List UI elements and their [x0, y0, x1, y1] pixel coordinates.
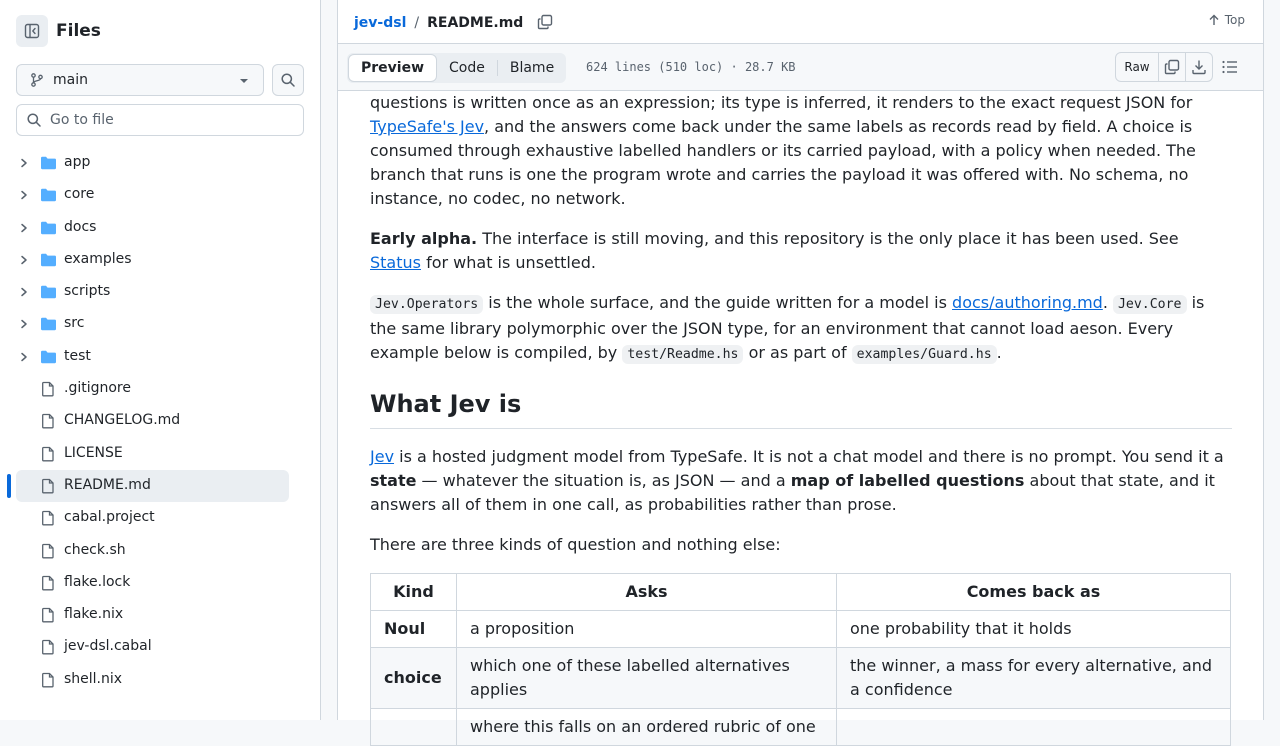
chevron-right-icon[interactable] [19, 287, 29, 297]
inline-code: Jev.Core [1113, 295, 1187, 314]
tree-item-label: test [64, 347, 91, 364]
tab-code[interactable]: Code [449, 60, 485, 76]
tree-item-label: shell.nix [64, 670, 123, 687]
tree-folder[interactable] [0, 179, 321, 211]
file-tree [0, 147, 321, 696]
paragraph-text: — whatever the situation is, as JSON — and a [416, 471, 791, 490]
outline-button[interactable] [1221, 58, 1239, 80]
status-link[interactable]: Status [370, 253, 421, 272]
go-to-file-field[interactable] [16, 104, 304, 136]
jev-link[interactable]: Jev [370, 447, 395, 466]
file-icon [40, 639, 56, 655]
table-cell: choice [371, 648, 457, 709]
table-cell: one probability that it holds [837, 611, 1231, 648]
file-icon [40, 446, 56, 462]
early-alpha-label: Early alpha. [370, 229, 478, 248]
breadcrumb-separator: / [414, 15, 420, 31]
folder-icon [40, 349, 57, 365]
file-actions [1115, 52, 1213, 82]
breadcrumb-repo-link[interactable]: jev-dsl [354, 15, 407, 31]
file-icon [40, 478, 56, 494]
folder-icon [40, 316, 57, 332]
paragraph-text: about that state, and it answers all of them in one call, as probabilities rather than prose. [370, 471, 1215, 514]
table-header-kind: Kind [371, 574, 457, 611]
readme-paragraph [370, 445, 1232, 517]
tab-preview[interactable]: Preview [348, 54, 437, 82]
chevron-right-icon[interactable] [19, 223, 29, 233]
question-kinds-table [370, 573, 1231, 746]
tree-file[interactable] [0, 664, 321, 696]
tree-file[interactable] [0, 373, 321, 405]
tree-item-label: LICENSE [64, 444, 123, 461]
copy-path-button[interactable] [537, 14, 553, 34]
tree-folder[interactable] [0, 341, 321, 373]
list-outline-icon [1221, 58, 1239, 76]
tree-item-label: CHANGELOG.md [64, 412, 181, 429]
selected-item-highlight [16, 470, 289, 502]
table-row [371, 709, 1231, 746]
download-button[interactable] [1185, 53, 1212, 81]
chevron-right-icon[interactable] [19, 190, 29, 200]
tree-item-label: app [64, 154, 91, 170]
tree-item-label: src [64, 315, 85, 332]
paragraph-text: , and the answers come back under the same labels as records read by field. A choice is consumed through exhaustive labelled handlers or its carried payload, with a policy when needed. The branch that runs is one the program wrote and carries the payload it was offered with. No schema, no instance, no codec, no network. [370, 117, 1196, 208]
branch-name: main [53, 72, 88, 88]
table-cell [837, 709, 1231, 746]
inline-code: test/Readme.hs [622, 345, 743, 364]
sidebar-header [16, 15, 101, 47]
file-icon [40, 381, 56, 397]
tree-file[interactable] [0, 438, 321, 470]
chevron-right-icon[interactable] [19, 158, 29, 168]
tree-file[interactable] [0, 502, 321, 534]
chevron-right-icon[interactable] [19, 352, 29, 362]
tree-item-label: cabal.project [64, 509, 155, 526]
paragraph-text: is a hosted judgment model from TypeSafe. It is not a chat model and there is no prompt. You send it a [394, 447, 1224, 466]
bold-text: state [370, 471, 417, 490]
search-files-button[interactable] [272, 64, 304, 96]
file-header [338, 0, 1263, 44]
table-row [371, 611, 1231, 648]
git-branch-icon [29, 72, 45, 88]
readme-paragraph [370, 227, 1232, 275]
tree-folder[interactable] [0, 308, 321, 340]
tree-folder[interactable] [0, 212, 321, 244]
arrow-up-icon [1208, 14, 1220, 26]
tree-item-label: flake.nix [64, 606, 124, 623]
paragraph-text: is the whole surface, and the guide written for a model is [483, 293, 953, 312]
table-header-asks: Asks [457, 574, 837, 611]
tree-file[interactable] [0, 405, 321, 437]
paragraph-text: questions is written once as an expression; its type is inferred, it renders to the exact request JSON for [370, 93, 1193, 112]
readme-paragraph: There are three kinds of question and nothing else: [370, 535, 781, 554]
tree-folder[interactable] [0, 147, 321, 179]
tree-file[interactable] [0, 535, 321, 567]
inline-code: Jev.Operators [370, 295, 483, 314]
tree-folder[interactable] [0, 276, 321, 308]
typesafe-jev-link[interactable]: TypeSafe's Jev [370, 117, 485, 136]
folder-icon [40, 220, 57, 236]
search-icon [26, 112, 42, 128]
paragraph-text: . [1102, 293, 1113, 312]
chevron-right-icon[interactable] [19, 319, 29, 329]
table-cell: where this falls on an ordered rubric of one [457, 709, 837, 746]
copy-raw-button[interactable] [1158, 53, 1185, 81]
readme-paragraph [370, 291, 1232, 367]
collapse-sidebar-button[interactable] [16, 15, 48, 47]
paragraph-text: for what is unsettled. [420, 253, 596, 272]
tree-item-label: check.sh [64, 541, 126, 558]
tree-item-label: README.md [64, 476, 151, 493]
authoring-doc-link[interactable]: docs/authoring.md [952, 293, 1103, 312]
readme-content [370, 91, 1232, 736]
view-mode-tabs [347, 53, 566, 83]
table-header-comes-back-as: Comes back as [837, 574, 1231, 611]
table-cell: which one of these labelled alternatives applies [457, 648, 837, 709]
folder-icon [40, 187, 57, 203]
folder-icon [40, 284, 57, 300]
file-icon [40, 413, 56, 429]
copy-icon [1164, 59, 1180, 75]
tree-file[interactable] [0, 599, 321, 631]
file-toolbar [338, 44, 1263, 91]
inline-code: examples/Guard.hs [852, 345, 997, 364]
table-cell: the winner, a mass for every alternative, and a confidence [837, 648, 1231, 709]
tree-folder[interactable] [0, 244, 321, 276]
table-row [371, 648, 1231, 709]
file-icon [40, 607, 56, 623]
tree-item-label: jev-dsl.cabal [64, 638, 152, 655]
file-icon [40, 543, 56, 559]
file-stats: 624 lines (510 loc) · 28.7 KB [586, 60, 796, 74]
tree-item-label: .gitignore [64, 380, 131, 397]
tree-file[interactable] [0, 631, 321, 663]
readme-paragraph [370, 91, 1232, 211]
tree-file[interactable] [0, 567, 321, 599]
folder-icon [40, 155, 57, 171]
paragraph-text: is the same library polymorphic over the JSON type, for an environment that cannot load aeson. Every example below is compiled, by [370, 293, 1205, 362]
file-icon [40, 575, 56, 591]
download-icon [1191, 59, 1207, 75]
table-header-row [371, 574, 1231, 611]
table-cell: a proposition [457, 611, 837, 648]
tree-item-label: docs [64, 218, 97, 235]
table-cell: Noul [371, 611, 457, 648]
breadcrumb [354, 12, 553, 34]
back-to-top-label: Top [1224, 13, 1245, 27]
tree-item-label: core [64, 186, 95, 203]
paragraph-text: or as part of [743, 343, 852, 362]
chevron-right-icon[interactable] [19, 255, 29, 265]
paragraph-text: The interface is still moving, and this repository is the only place it has been used. See [477, 229, 1179, 248]
go-to-file-input[interactable] [50, 112, 290, 128]
tree-item-label: flake.lock [64, 573, 131, 590]
chevron-down-icon [239, 77, 249, 85]
raw-button[interactable]: Raw [1124, 60, 1150, 74]
file-tree-sidebar [0, 0, 321, 720]
file-icon [40, 672, 56, 688]
bold-text: map of labelled questions [790, 471, 1025, 490]
tree-item-label: examples [64, 250, 132, 267]
sidebar-title: Files [56, 21, 101, 41]
sidebar-collapse-icon [24, 23, 40, 39]
tree-file[interactable] [0, 470, 321, 502]
branch-selector-button[interactable] [16, 64, 264, 96]
folder-icon [40, 252, 57, 268]
tree-item-label: scripts [64, 283, 111, 300]
back-to-top-button[interactable] [1208, 13, 1245, 27]
section-heading: What Jev is [370, 389, 1232, 429]
tab-blame[interactable]: Blame [509, 60, 555, 76]
paragraph-text: . [996, 343, 1002, 362]
file-icon [40, 510, 56, 526]
breadcrumb-file-name: README.md [427, 15, 524, 31]
file-viewer [337, 0, 1264, 736]
selected-item-indicator [7, 474, 11, 498]
search-icon [280, 72, 296, 88]
copy-icon [537, 14, 553, 30]
table-cell [371, 709, 457, 746]
